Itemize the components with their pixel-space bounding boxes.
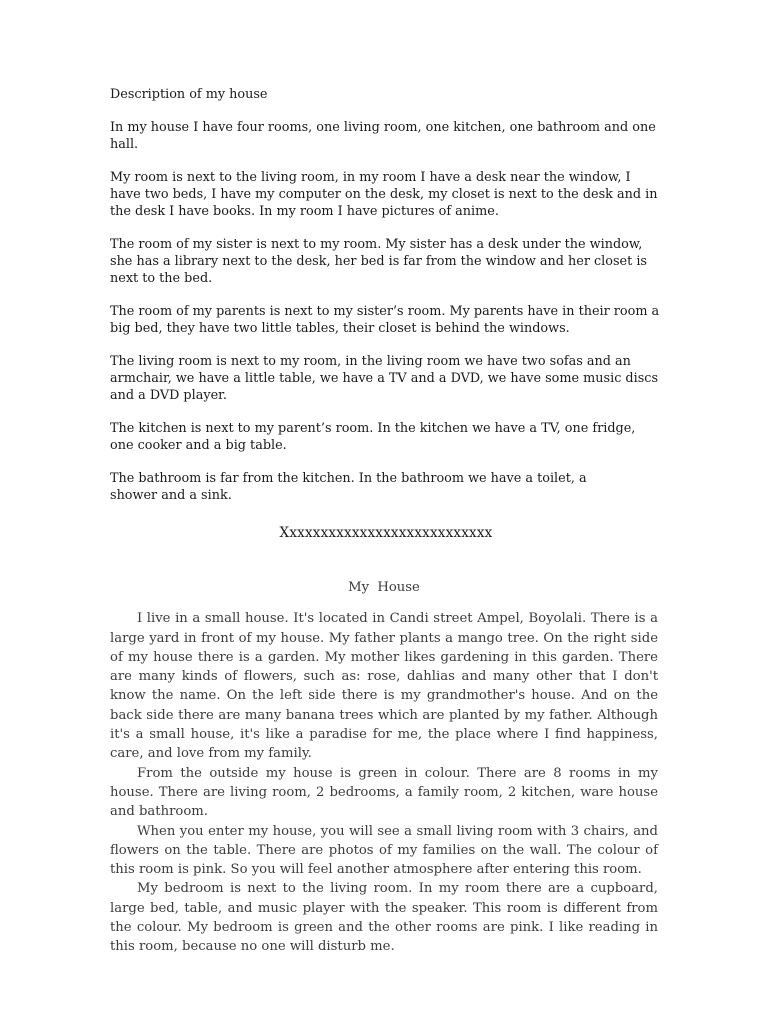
my-house-essay-section [110,578,658,957]
paragraph-sister-room: The room of my sister is next to my room. My sister has a desk under the window, she has a library next to the desk, her bed is far from the window and her closet is next to the bed. [110,237,647,286]
house-description-section [110,86,662,520]
paragraph-living-room: The living room is next to my room, in the living room we have two sofas and an armchair, we have a little table, we have a TV and a DVD, we have some music discs and a DVD player. [110,354,659,403]
paragraph-rooms-overview: In my house I have four rooms, one living room, one kitchen, one bathroom and one hall. [110,120,656,152]
paragraph-parents-room: The room of my parents is next to my sister’s room. My parents have in their room a big bed, they have two little tables, their closet is behind the windows. [110,304,660,336]
paragraph-my-room: My room is next to the living room, in my room I have a desk near the window, I have two beds, I have my computer on the desk, my closet is next to the desk and in the desk I have books. In my room I have pictures of anime. [110,170,658,219]
essay-paragraph-living-room: When you enter my house, you will see a small living room with 3 chairs, and flowers on the table. There are photos of my families on the wall. The colour of this room is pink. So you will feel another atmosphere after entering this room. [110,823,658,878]
essay-paragraph-intro: I live in a small house. It's located in Candi street Ampel, Boyolali. There is a large yard in front of my house. My father plants a mango tree. On the right side of my house there is a garden. My mother likes gardening in this garden. There are many kinds of flowers, such as: rose, dahlias and many other that I don't know the name. On the left side there is my grandmother's house. And on the back side there are many banana trees which are planted by my father. Although it's a small house, it's like a paradise for me, the place where I find happiness, care, and love from my family. [110,611,658,762]
section-separator: Xxxxxxxxxxxxxxxxxxxxxxxxxxx [279,525,493,541]
document-title: Description of my house [110,87,268,102]
essay-paragraph-outside: From the outside my house is green in colour. There are 8 rooms in my house. There are living room, 2 bedrooms, a family room, 2 kitchen, ware house and bathroom. [110,765,658,820]
essay-paragraph-bedroom: My bedroom is next to the living room. In my room there are a cupboard, large bed, table, and music player with the speaker. This room is different from the colour. My bedroom is green and the other rooms are pink. I like reading in this room, because no one will disturb me. [110,881,658,955]
paragraph-bathroom: The bathroom is far from the kitchen. In the bathroom we have a toilet, a shower and a sink. [110,471,587,503]
essay-title: My House [348,580,420,595]
paragraph-kitchen: The kitchen is next to my parent’s room. In the kitchen we have a TV, one fridge, one cooker and a big table. [110,421,636,453]
